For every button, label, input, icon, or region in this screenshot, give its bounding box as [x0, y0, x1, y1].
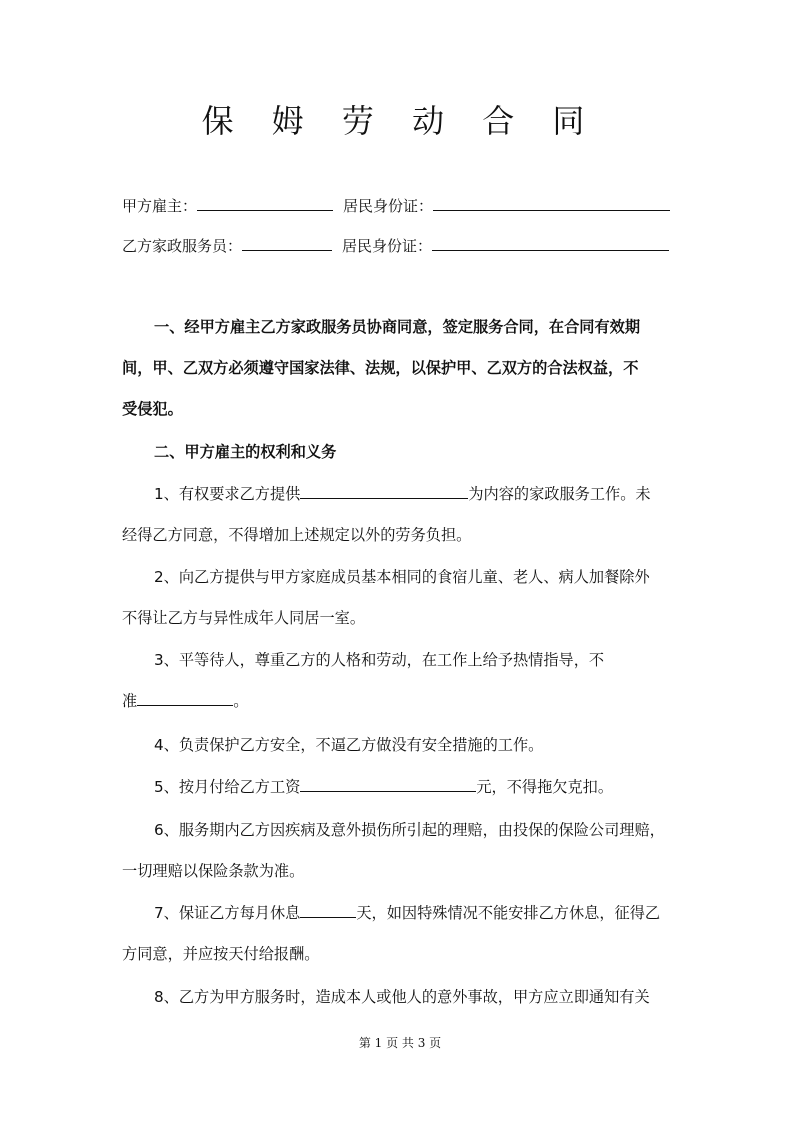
item6-line1: 6、服务期内乙方因疾病及意外损伤所引起的理赔，由投保的保险公司理赔，: [154, 821, 665, 839]
item3-blank[interactable]: [137, 688, 233, 706]
clause1-line1: 一、经甲方雇主乙方家政服务员协商同意，签定服务合同，在合同有效期: [154, 318, 640, 336]
item3-line1: 3、平等待人，尊重乙方的人格和劳动，在工作上给予热情指导，不: [154, 651, 605, 669]
id-a-blank[interactable]: [433, 193, 670, 211]
page-title: 保 姆 劳 动 合 同: [201, 102, 599, 140]
id-label-b: 居民身份证：: [342, 237, 433, 255]
item3-text-c: 。: [233, 692, 249, 710]
item7-text-a: 7、保证乙方每月休息: [154, 904, 301, 922]
salary-blank[interactable]: [300, 774, 476, 792]
item3-text-b: 准: [122, 692, 138, 710]
item2-line1: 2、向乙方提供与甲方家庭成员基本相同的食宿儿童、老人、病人加餐除外: [154, 568, 650, 586]
item4-line: 4、负责保护乙方安全，不逼乙方做没有安全措施的工作。: [154, 736, 544, 754]
id-label-a: 居民身份证：: [343, 197, 434, 215]
clause1-line3: 受侵犯。: [122, 400, 183, 418]
page-footer: 第 1 页 共 3 页: [358, 1036, 442, 1050]
item1-text-a: 1、有权要求乙方提供: [154, 485, 301, 503]
item1-line2: 经得乙方同意，不得增加上述规定以外的劳务负担。: [122, 526, 472, 544]
item7-line1: [122, 893, 712, 934]
item3-line2: [122, 681, 680, 722]
party-a-label: 甲方雇主：: [122, 197, 198, 215]
item5-text-b: 元，不得拖欠克扣。: [476, 778, 614, 796]
item5-text-a: 5、按月付给乙方工资: [154, 778, 301, 796]
party-a-blank[interactable]: [197, 193, 333, 211]
item2-line2: 不得让乙方与异性成年人同居一室。: [122, 609, 365, 627]
party-a-row: [122, 193, 682, 215]
item5-line: [122, 767, 712, 808]
id-b-blank[interactable]: [432, 233, 669, 251]
clause1-line2: 间，甲、乙双方必须遵守国家法律、法规，以保护甲、乙双方的合法权益，不: [122, 359, 639, 377]
section2-heading: 二、甲方雇主的权利和义务: [154, 443, 337, 461]
party-b-row: [122, 233, 682, 255]
item8-line1: 8、乙方为甲方服务时，造成本人或他人的意外事故，甲方应立即通知有关: [154, 988, 650, 1006]
item7-text-b: 天，如因特殊情况不能安排乙方休息，征得乙: [356, 904, 661, 922]
party-b-label: 乙方家政服务员：: [122, 237, 243, 255]
item1-line1: [122, 474, 712, 515]
item1-blank[interactable]: [300, 481, 468, 499]
item6-line2: 一切理赔以保险条款为准。: [122, 862, 305, 880]
item7-line2: 方同意，并应按天付给报酬。: [122, 945, 320, 963]
party-b-blank[interactable]: [242, 233, 332, 251]
rest-days-blank[interactable]: [300, 900, 356, 918]
item1-text-b: 为内容的家政服务工作。未: [468, 485, 651, 503]
